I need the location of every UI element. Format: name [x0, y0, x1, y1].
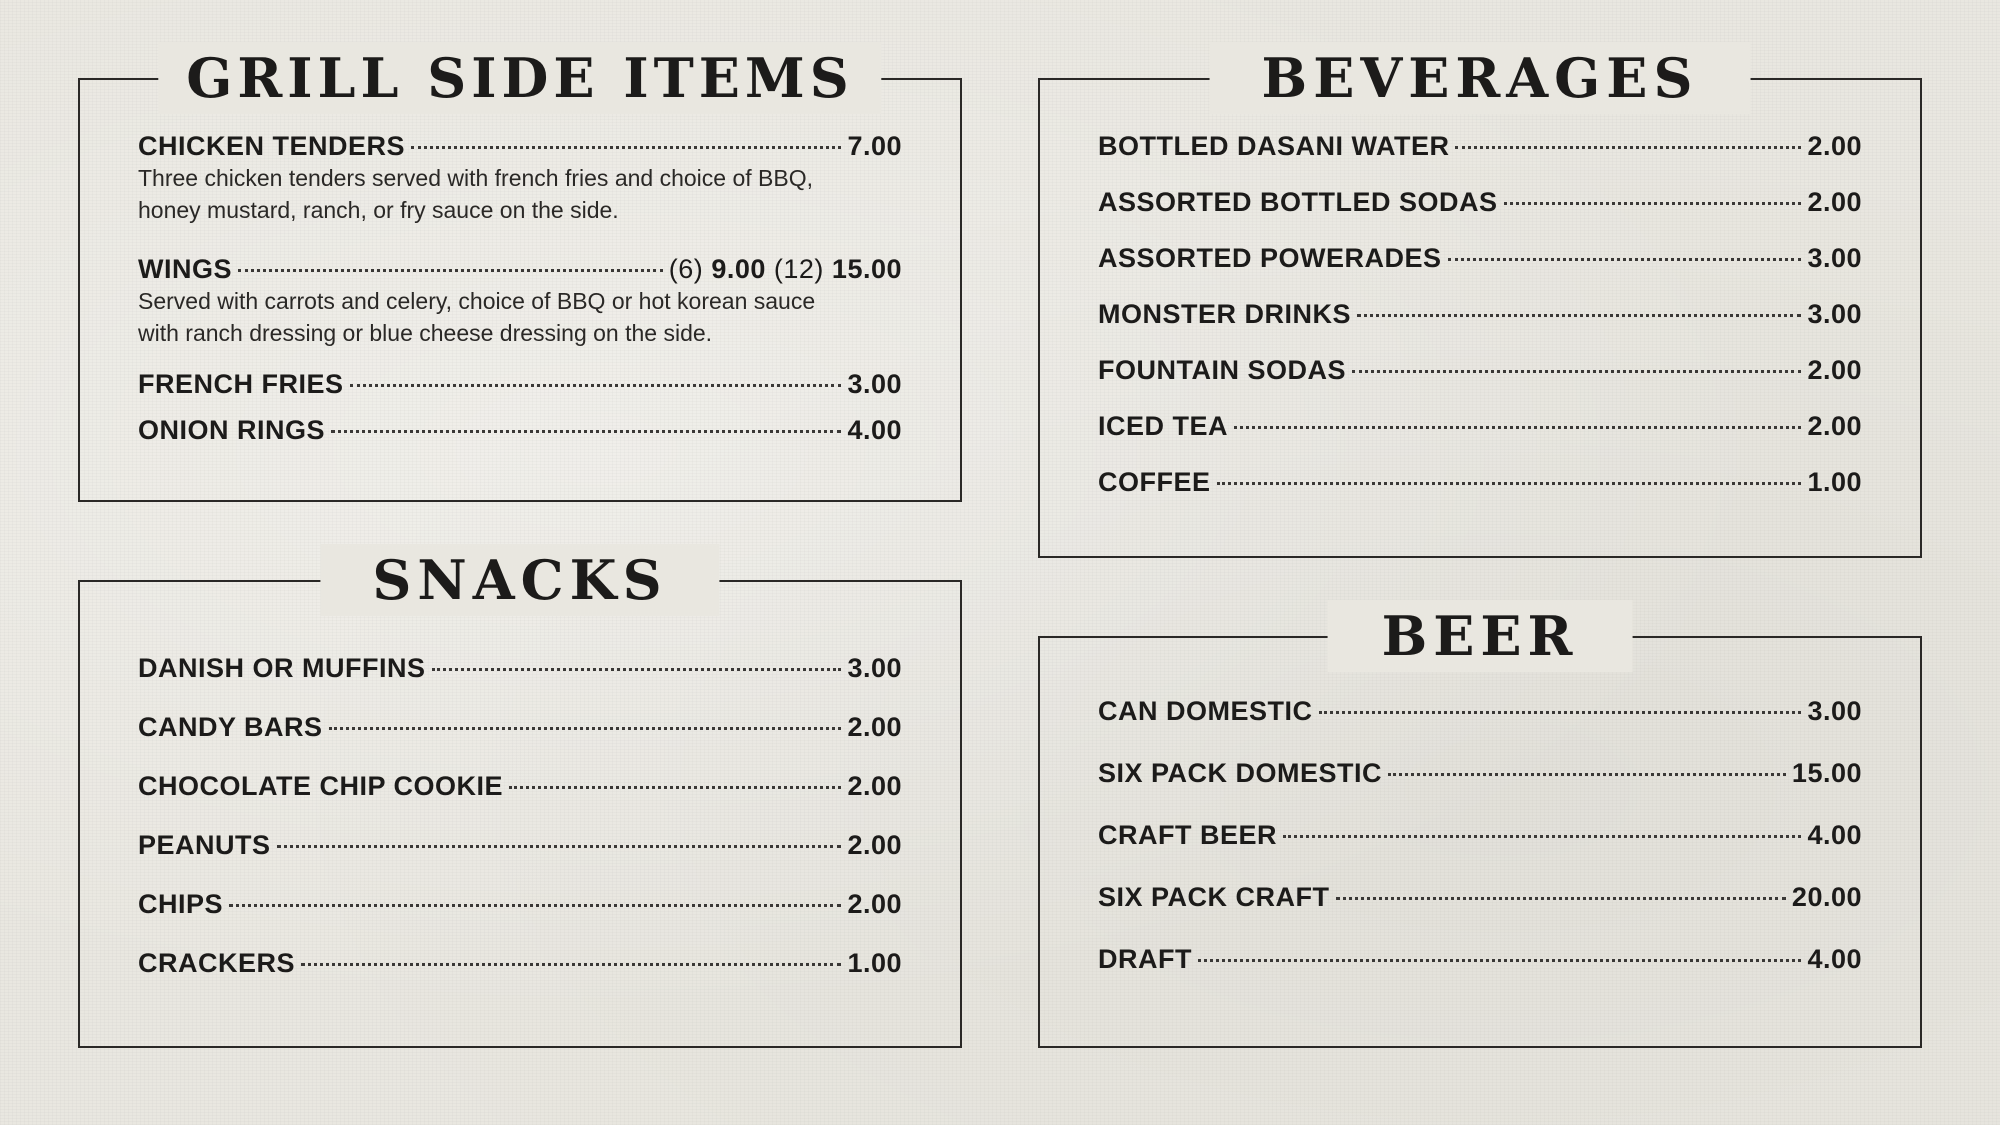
dot-leader: [411, 146, 841, 149]
menu-item-beer: [1098, 881, 1862, 913]
dot-leader: [238, 269, 663, 272]
item-name: WINGS: [138, 254, 232, 284]
beverages-title: BEVERAGES: [1210, 42, 1751, 114]
menu-item-beverage: [1098, 298, 1862, 330]
item-price: [669, 253, 902, 285]
dot-leader: [277, 845, 842, 848]
item-name: ICED TEA: [1098, 411, 1229, 441]
snacks-title: SNACKS: [320, 544, 719, 616]
item-price: 3.00: [1807, 696, 1862, 726]
dot-leader: [1352, 370, 1801, 373]
dot-leader: [1448, 258, 1802, 261]
dot-leader: [329, 727, 842, 730]
item-price: 2.00: [1807, 131, 1862, 161]
item-price: 2.00: [1807, 411, 1862, 441]
item-name: CAN DOMESTIC: [1098, 696, 1313, 726]
item-price: 15.00: [1791, 758, 1862, 788]
menu-item-snack: [138, 770, 902, 802]
dot-leader: [1283, 835, 1801, 838]
menu-item-beverage: [1098, 186, 1862, 218]
item-price: 1.00: [847, 948, 902, 978]
item-name: CANDY BARS: [138, 712, 323, 742]
item-name: MONSTER DRINKS: [1098, 299, 1352, 329]
item-price: 2.00: [847, 712, 902, 742]
item-price: 1.00: [1807, 467, 1862, 497]
menu-item-beverage: [1098, 466, 1862, 498]
item-price: 2.00: [847, 830, 902, 860]
wings-large-price: 15.00: [831, 254, 902, 284]
item-name: ONION RINGS: [138, 415, 326, 445]
item-name: SIX PACK DOMESTIC: [1098, 758, 1383, 788]
menu-item-snack: [138, 652, 902, 684]
beer-title: BEER: [1328, 600, 1633, 672]
menu-item-beverage: [1098, 354, 1862, 386]
item-price: 3.00: [847, 653, 902, 683]
item-price: 7.00: [847, 131, 902, 161]
wings-small-qty: (6): [668, 254, 704, 284]
item-name: CHIPS: [138, 889, 224, 919]
wings-large-qty: (12): [773, 254, 824, 284]
menu-item-snack: [138, 711, 902, 743]
item-price: 3.00: [1807, 299, 1862, 329]
beer-panel: [1038, 604, 1922, 1048]
item-price: 3.00: [847, 369, 902, 399]
item-price: 2.00: [1807, 187, 1862, 217]
dot-leader: [432, 668, 842, 671]
dot-leader: [301, 963, 841, 966]
dot-leader: [1198, 959, 1801, 962]
item-name: PEANUTS: [138, 830, 271, 860]
beverages-panel: [1038, 46, 1922, 558]
dot-leader: [1388, 773, 1786, 776]
dot-leader: [1455, 146, 1801, 149]
menu-item-beer: [1098, 943, 1862, 975]
dot-leader: [1504, 202, 1802, 205]
item-price: 3.00: [1807, 243, 1862, 273]
menu-item-beer: [1098, 757, 1862, 789]
item-name: ASSORTED POWERADES: [1098, 243, 1442, 273]
item-description-chicken-tenders: Three chicken tenders served with french fries and choice of BBQ, honey mustard, ranch, or fry sauce on the side.: [138, 165, 813, 223]
item-price: 4.00: [1807, 820, 1862, 850]
item-name: CHICKEN TENDERS: [138, 131, 406, 161]
item-name: ASSORTED BOTTLED SODAS: [1098, 187, 1498, 217]
menu-item-beer: [1098, 819, 1862, 851]
menu-item-snack: [138, 888, 902, 920]
snacks-panel: [78, 548, 962, 1048]
item-price: 20.00: [1791, 882, 1862, 912]
item-name: SIX PACK CRAFT: [1098, 882, 1330, 912]
item-name: CRACKERS: [138, 948, 296, 978]
menu-item-onion-rings: [138, 414, 902, 446]
item-name: CHOCOLATE CHIP COOKIE: [138, 771, 504, 801]
item-name: COFFEE: [1098, 467, 1211, 497]
item-price: 2.00: [847, 889, 902, 919]
item-name: BOTTLED DASANI WATER: [1098, 131, 1450, 161]
item-price: 2.00: [847, 771, 902, 801]
menu-item-french-fries: [138, 368, 902, 400]
dot-leader: [509, 786, 841, 789]
item-name: DRAFT: [1098, 944, 1192, 974]
dot-leader: [1336, 897, 1786, 900]
item-name: FOUNTAIN SODAS: [1098, 355, 1346, 385]
item-name: FRENCH FRIES: [138, 369, 344, 399]
dot-leader: [1357, 314, 1801, 317]
dot-leader: [1234, 426, 1801, 429]
item-price: 4.00: [847, 415, 902, 445]
item-price: 2.00: [1807, 355, 1862, 385]
item-name: DANISH OR MUFFINS: [138, 653, 426, 683]
dot-leader: [331, 430, 841, 433]
menu-item-beer: [1098, 695, 1862, 727]
menu-item-chicken-tenders: [138, 130, 902, 162]
grill-side-items-panel: [78, 46, 962, 502]
menu-item-snack: [138, 829, 902, 861]
menu-item-snack: [138, 947, 902, 979]
dot-leader: [1217, 482, 1802, 485]
menu-item-beverage: [1098, 410, 1862, 442]
menu-item-beverage: [1098, 242, 1862, 274]
menu-item-wings: [138, 253, 902, 285]
item-description-wings: Served with carrots and celery, choice of BBQ or hot korean sauce with ranch dressing or blue cheese dressing on the side.: [138, 288, 816, 346]
item-name: CRAFT BEER: [1098, 820, 1277, 850]
wings-small-price: 9.00: [711, 254, 766, 284]
menu-item-beverage: [1098, 130, 1862, 162]
dot-leader: [1319, 711, 1802, 714]
dot-leader: [229, 904, 841, 907]
dot-leader: [350, 384, 842, 387]
grill-side-items-title: GRILL SIDE ITEMS: [158, 42, 881, 114]
item-price: 4.00: [1807, 944, 1862, 974]
